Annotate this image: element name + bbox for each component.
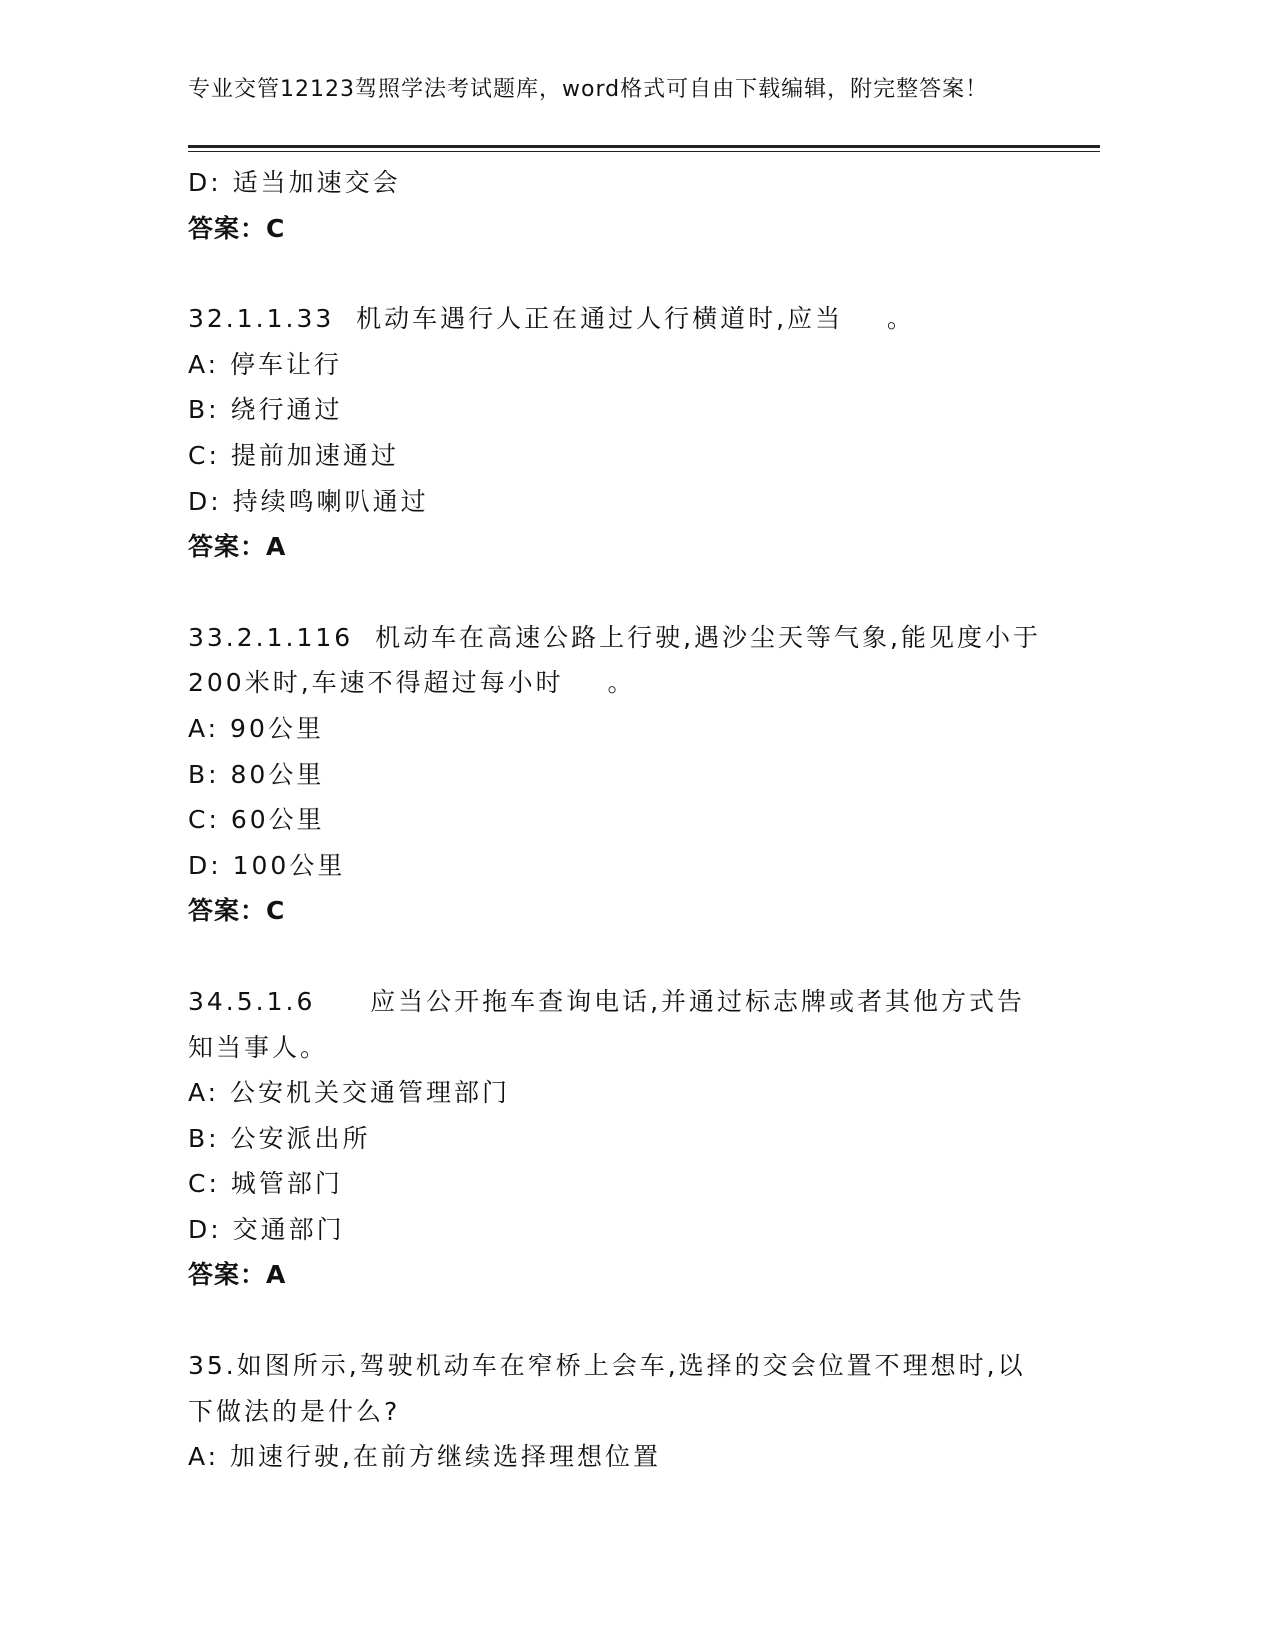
option-a: A: 停车让行 bbox=[188, 349, 343, 379]
option-d: D: 适当加速交会 bbox=[188, 168, 401, 197]
answer-line: 答案：A bbox=[188, 532, 287, 562]
question-stem: 34.5.1.6 应当公开拖车查询电话,并通过标志牌或者其他方式告 bbox=[188, 986, 1026, 1016]
option-d: D: 100公里 bbox=[188, 850, 346, 880]
question-stem-cont: 下做法的是什么? bbox=[188, 1396, 401, 1426]
option-a: A: 90公里 bbox=[188, 713, 324, 743]
question-stem: 35.如图所示,驾驶机动车在窄桥上会车,选择的交会位置不理想时,以 bbox=[188, 1351, 1026, 1381]
header-divider-thin bbox=[188, 151, 1100, 152]
option-c: C: 60公里 bbox=[188, 805, 325, 835]
option-d: D: 交通部门 bbox=[188, 1214, 345, 1244]
option-a: A: 公安机关交通管理部门 bbox=[188, 1078, 511, 1108]
question-list bbox=[188, 160, 1068, 1480]
answer-line: 答案：A bbox=[188, 1260, 287, 1290]
question-35 bbox=[188, 1343, 1068, 1480]
option-b: B: 公安派出所 bbox=[188, 1123, 371, 1153]
page-header: 专业交管12123驾照学法考试题库，word格式可自由下载编辑，附完整答案！ bbox=[188, 77, 989, 102]
option-a: A: 加速行驶,在前方继续选择理想位置 bbox=[188, 1442, 661, 1472]
question-33 bbox=[188, 615, 1068, 934]
question-stem-cont: 200米时,车速不得超过每小时 。 bbox=[188, 668, 636, 698]
question-stem-cont: 知当事人。 bbox=[188, 1032, 329, 1062]
option-b: B: 80公里 bbox=[188, 759, 325, 789]
question-stem: 32.1.1.33 机动车遇行人正在通过人行横道时,应当 。 bbox=[188, 304, 915, 334]
answer-line: 答案：C bbox=[188, 213, 286, 243]
header-divider bbox=[188, 145, 1100, 148]
option-c: C: 城管部门 bbox=[188, 1169, 343, 1199]
question-34 bbox=[188, 979, 1068, 1298]
question-32 bbox=[188, 296, 1068, 570]
question-stem: 33.2.1.116 机动车在高速公路上行驶,遇沙尘天等气象,能见度小于 bbox=[188, 622, 1041, 652]
option-d: D: 持续鸣喇叭通过 bbox=[188, 486, 429, 516]
option-b: B: 绕行通过 bbox=[188, 395, 343, 425]
answer-line: 答案：C bbox=[188, 896, 286, 926]
option-c: C: 提前加速通过 bbox=[188, 440, 399, 470]
